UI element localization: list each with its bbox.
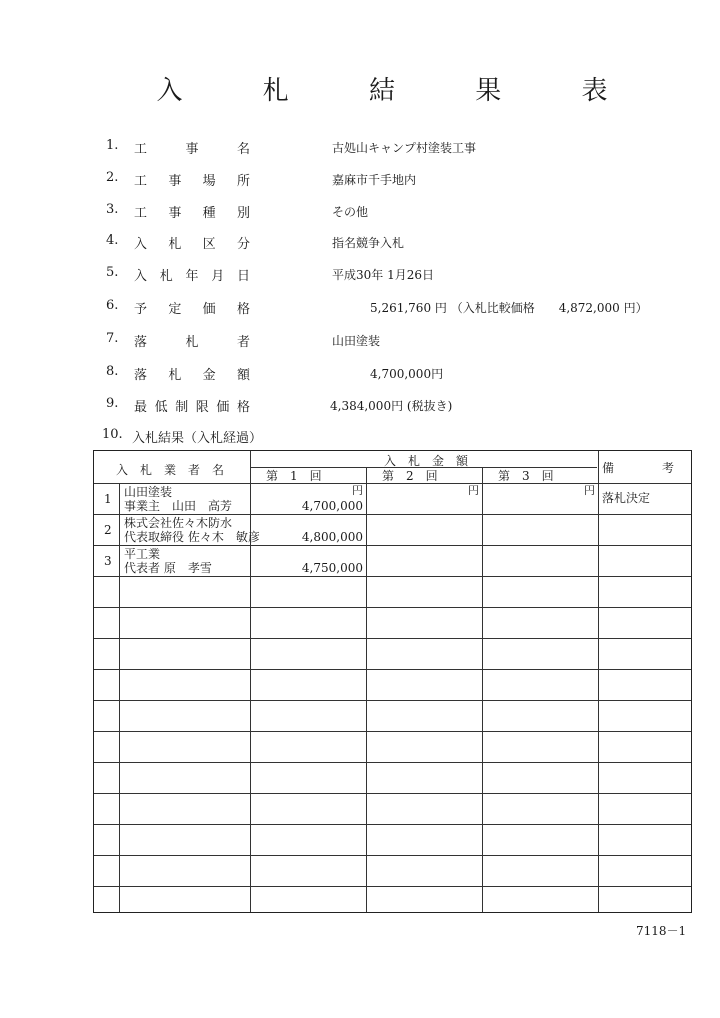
item-label-char: 区 (202, 237, 216, 252)
item-label-char: 者 (236, 335, 250, 350)
document-code: 7118－1 (636, 924, 687, 938)
item-number: 8. (106, 364, 119, 379)
table-divider (250, 451, 251, 912)
item-label (134, 298, 250, 317)
item-label (134, 331, 250, 350)
item-number: 3. (106, 202, 119, 217)
item-label-char: 名 (236, 142, 250, 157)
item-label (134, 233, 250, 252)
header-bidder: 入 札 業 者 名 (116, 463, 225, 477)
item-value: 5,261,760 円 （入札比較価格 4,872,000 円） (370, 301, 648, 315)
item-number: 9. (106, 396, 119, 411)
item-label-char: 事 (168, 174, 182, 189)
item-label (132, 427, 262, 446)
yen-unit: 円 (584, 484, 595, 497)
item-label (134, 202, 250, 221)
yen-unit: 円 (468, 484, 479, 497)
item-label-char: 入 (134, 237, 148, 252)
item-value: 4,384,000円 (税抜き) (330, 399, 453, 413)
item-label-char: 札 (159, 269, 173, 284)
item-label-char: 格 (236, 302, 250, 317)
item-value: 嘉麻市千手地内 (332, 173, 417, 187)
item-number: 10. (102, 427, 123, 442)
item-number: 4. (106, 233, 119, 248)
bidder-name: 山田塗装 (124, 485, 173, 499)
table-row-divider (94, 855, 691, 856)
item-label-char: 落 (134, 368, 148, 383)
header-note: 備 考 (602, 461, 675, 475)
table-divider (366, 467, 367, 912)
item-value: 古処山キャンプ村塗装工事 (332, 141, 477, 155)
bid-note: 落札決定 (602, 491, 651, 505)
bidder-representative: 事業主 山田 高芳 (124, 499, 233, 513)
table-row-divider (94, 824, 691, 825)
item-label-char: 工 (134, 174, 148, 189)
table-row-divider (94, 731, 691, 732)
item-value: 指名競争入札 (332, 236, 405, 250)
table-row-divider (94, 545, 691, 546)
item-label (134, 265, 250, 284)
table-row-divider (94, 576, 691, 577)
row-number: 1 (104, 492, 112, 506)
page-title: 入 札 結 果 表 (156, 76, 644, 106)
item-label-char: 工 (134, 142, 148, 157)
table-row-divider (94, 762, 691, 763)
item-label-char: 価 (202, 302, 216, 317)
item-label-char: 工 (134, 206, 148, 221)
table-row-divider (94, 700, 691, 701)
item-number: 7. (106, 331, 119, 346)
item-number: 1. (106, 138, 119, 153)
item-label-char: 予 (134, 302, 148, 317)
item-label-char: 札 (168, 237, 182, 252)
bid-amount-round-1: 4,800,000 (301, 530, 363, 544)
item-label-char: 低 (154, 400, 168, 415)
header-round-1: 第 1 回 (266, 469, 322, 483)
item-number: 5. (106, 265, 119, 280)
item-label-char: 事 (185, 142, 199, 157)
bidder-representative: 代表者 原 孝雪 (124, 561, 212, 575)
item-label-char: 分 (236, 237, 250, 252)
item-label-char: 札 (168, 368, 182, 383)
row-number: 3 (104, 554, 112, 568)
bidder-name: 株式会社佐々木防水 (124, 516, 233, 530)
item-label-char: 定 (168, 302, 182, 317)
item-value: その他 (332, 205, 369, 219)
item-label-char: 日 (236, 269, 250, 284)
item-label-char: 月 (211, 269, 225, 284)
item-label-char: 落 (134, 335, 148, 350)
item-label-char: 格 (236, 400, 250, 415)
header-round-3: 第 3 回 (498, 469, 554, 483)
item-label-char: 金 (202, 368, 216, 383)
item-label-char: 所 (236, 174, 250, 189)
table-row-divider (94, 638, 691, 639)
item-label (134, 138, 250, 157)
table-divider (119, 483, 120, 912)
table-row-divider (94, 514, 691, 515)
item-value: 4,700,000円 (370, 367, 444, 381)
table-row-divider (94, 669, 691, 670)
item-label (134, 364, 250, 383)
item-label-char: 年 (185, 269, 199, 284)
item-label (134, 170, 250, 189)
row-number: 2 (104, 523, 112, 537)
item-number: 2. (106, 170, 119, 185)
item-label-char: 制 (175, 400, 189, 415)
yen-unit: 円 (352, 484, 363, 497)
bid-amount-round-1: 4,750,000 (301, 561, 363, 575)
item-label-char: 事 (168, 206, 182, 221)
item-label-char: 最 (134, 400, 148, 415)
header-round-2: 第 2 回 (382, 469, 438, 483)
table-divider (94, 483, 691, 484)
item-value: 山田塗装 (332, 334, 381, 348)
item-value: 平成30年 1月26日 (332, 268, 434, 282)
item-label-char: 別 (236, 206, 250, 221)
header-amount: 入 札 金 額 (384, 454, 469, 468)
table-divider (482, 467, 483, 912)
item-label (134, 396, 250, 415)
bid-results-table (93, 450, 692, 913)
bidder-name: 平工業 (124, 547, 161, 561)
item-label-text: 入札結果（入札経過） (132, 431, 263, 446)
item-label-char: 札 (185, 335, 199, 350)
item-number: 6. (106, 298, 119, 313)
table-row-divider (94, 607, 691, 608)
table-divider (598, 451, 599, 912)
item-label-char: 場 (202, 174, 216, 189)
table-row-divider (94, 886, 691, 887)
bid-amount-round-1: 4,700,000 (301, 499, 363, 513)
item-label-char: 限 (195, 400, 209, 415)
item-label-char: 額 (236, 368, 250, 383)
table-row-divider (94, 793, 691, 794)
item-label-char: 入 (134, 269, 148, 284)
bidder-representative: 代表取締役 佐々木 敏彦 (124, 530, 260, 544)
item-label-char: 価 (216, 400, 230, 415)
item-label-char: 種 (202, 206, 216, 221)
